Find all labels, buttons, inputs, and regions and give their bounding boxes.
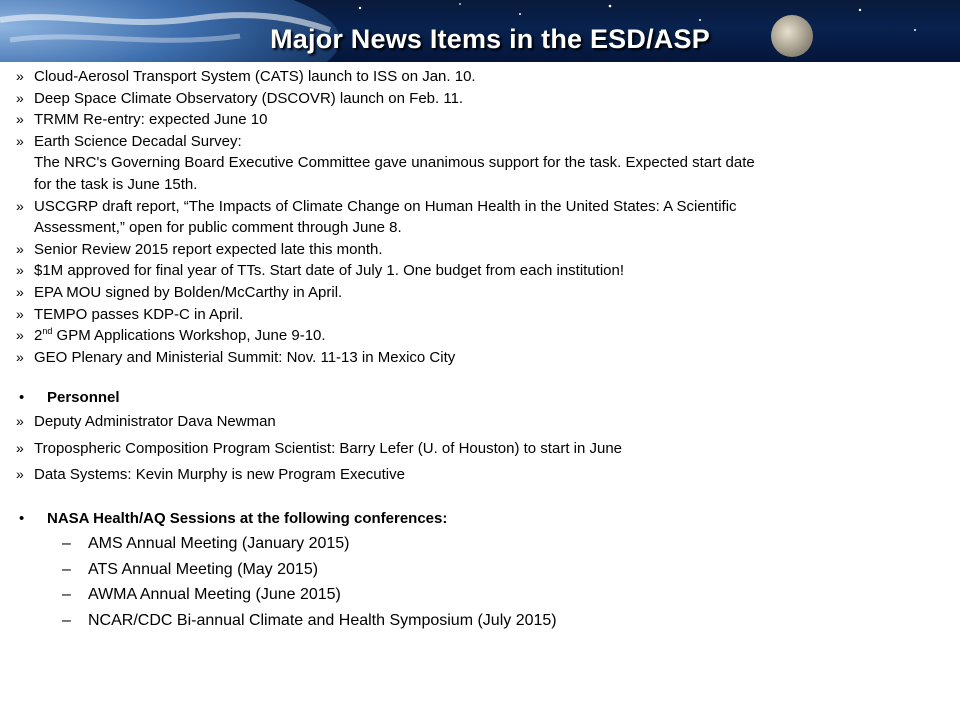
news-item-continuation: The NRC's Governing Board Executive Committee gave unanimous support for the task. Expected start date	[34, 154, 755, 172]
dash-bullet-icon: –	[62, 612, 71, 630]
news-item: » Senior Review 2015 report expected late this month.	[0, 239, 960, 261]
conference-item: – ATS Annual Meeting (May 2015)	[0, 559, 960, 581]
news-item: » Deep Space Climate Observatory (DSCOVR) launch on Feb. 11.	[0, 88, 960, 110]
news-item-continuation: for the task is June 15th.	[34, 175, 198, 193]
arrow-bullet-icon: »	[16, 348, 24, 365]
personnel-heading: • Personnel	[0, 387, 960, 409]
header-banner	[0, 0, 960, 62]
news-item: » GEO Plenary and Ministerial Summit: Nov. 11-13 in Mexico City	[0, 347, 960, 369]
personnel-item: » Deputy Administrator Dava Newman	[0, 411, 960, 433]
arrow-bullet-icon: »	[16, 412, 24, 429]
news-item: » TEMPO passes KDP-C in April.	[0, 304, 960, 326]
page-title: Major News Items in the ESD/ASP	[270, 24, 710, 54]
dash-bullet-icon: –	[62, 586, 71, 604]
conferences-heading: • NASA Health/AQ Sessions at the following conferences:	[0, 508, 960, 530]
arrow-bullet-icon: »	[16, 89, 24, 106]
conference-item: – AWMA Annual Meeting (June 2015)	[0, 584, 960, 606]
news-item-continuation: Assessment,” open for public comment through June 8.	[34, 219, 402, 237]
bullet-icon: •	[19, 389, 25, 407]
arrow-bullet-icon: »	[16, 132, 24, 149]
arrow-bullet-icon: »	[16, 197, 24, 214]
news-item: » 2nd GPM Applications Workshop, June 9-10.	[0, 325, 960, 347]
arrow-bullet-icon: »	[16, 466, 24, 483]
news-item: » $1M approved for final year of TTs. Start date of July 1. One budget from each institution!	[0, 260, 960, 282]
news-item: » Cloud-Aerosol Transport System (CATS) launch to ISS on Jan. 10.	[0, 66, 960, 88]
dash-bullet-icon: –	[62, 535, 71, 553]
arrow-bullet-icon: »	[16, 111, 24, 128]
personnel-item: » Tropospheric Composition Program Scientist: Barry Lefer (U. of Houston) to start in June	[0, 438, 960, 460]
news-item: » TRMM Re-entry: expected June 10	[0, 109, 960, 131]
arrow-bullet-icon: »	[16, 327, 24, 344]
news-item: » USCGRP draft report, “The Impacts of Climate Change on Human Health in the United States: A Scientific	[0, 196, 960, 218]
personnel-item: » Data Systems: Kevin Murphy is new Program Executive	[0, 464, 960, 486]
arrow-bullet-icon: »	[16, 262, 24, 279]
arrow-bullet-icon: »	[16, 68, 24, 84]
arrow-bullet-icon: »	[16, 283, 24, 300]
arrow-bullet-icon: »	[16, 240, 24, 257]
news-item: » EPA MOU signed by Bolden/McCarthy in April.	[0, 282, 960, 304]
dash-bullet-icon: –	[62, 560, 71, 578]
arrow-bullet-icon: »	[16, 305, 24, 322]
news-content	[0, 66, 960, 632]
bullet-icon: •	[19, 509, 25, 527]
conference-item: – NCAR/CDC Bi-annual Climate and Health Symposium (July 2015)	[0, 610, 960, 632]
arrow-bullet-icon: »	[16, 439, 24, 456]
conference-item: – AMS Annual Meeting (January 2015)	[0, 533, 960, 555]
news-item: » Earth Science Decadal Survey:	[0, 131, 960, 153]
